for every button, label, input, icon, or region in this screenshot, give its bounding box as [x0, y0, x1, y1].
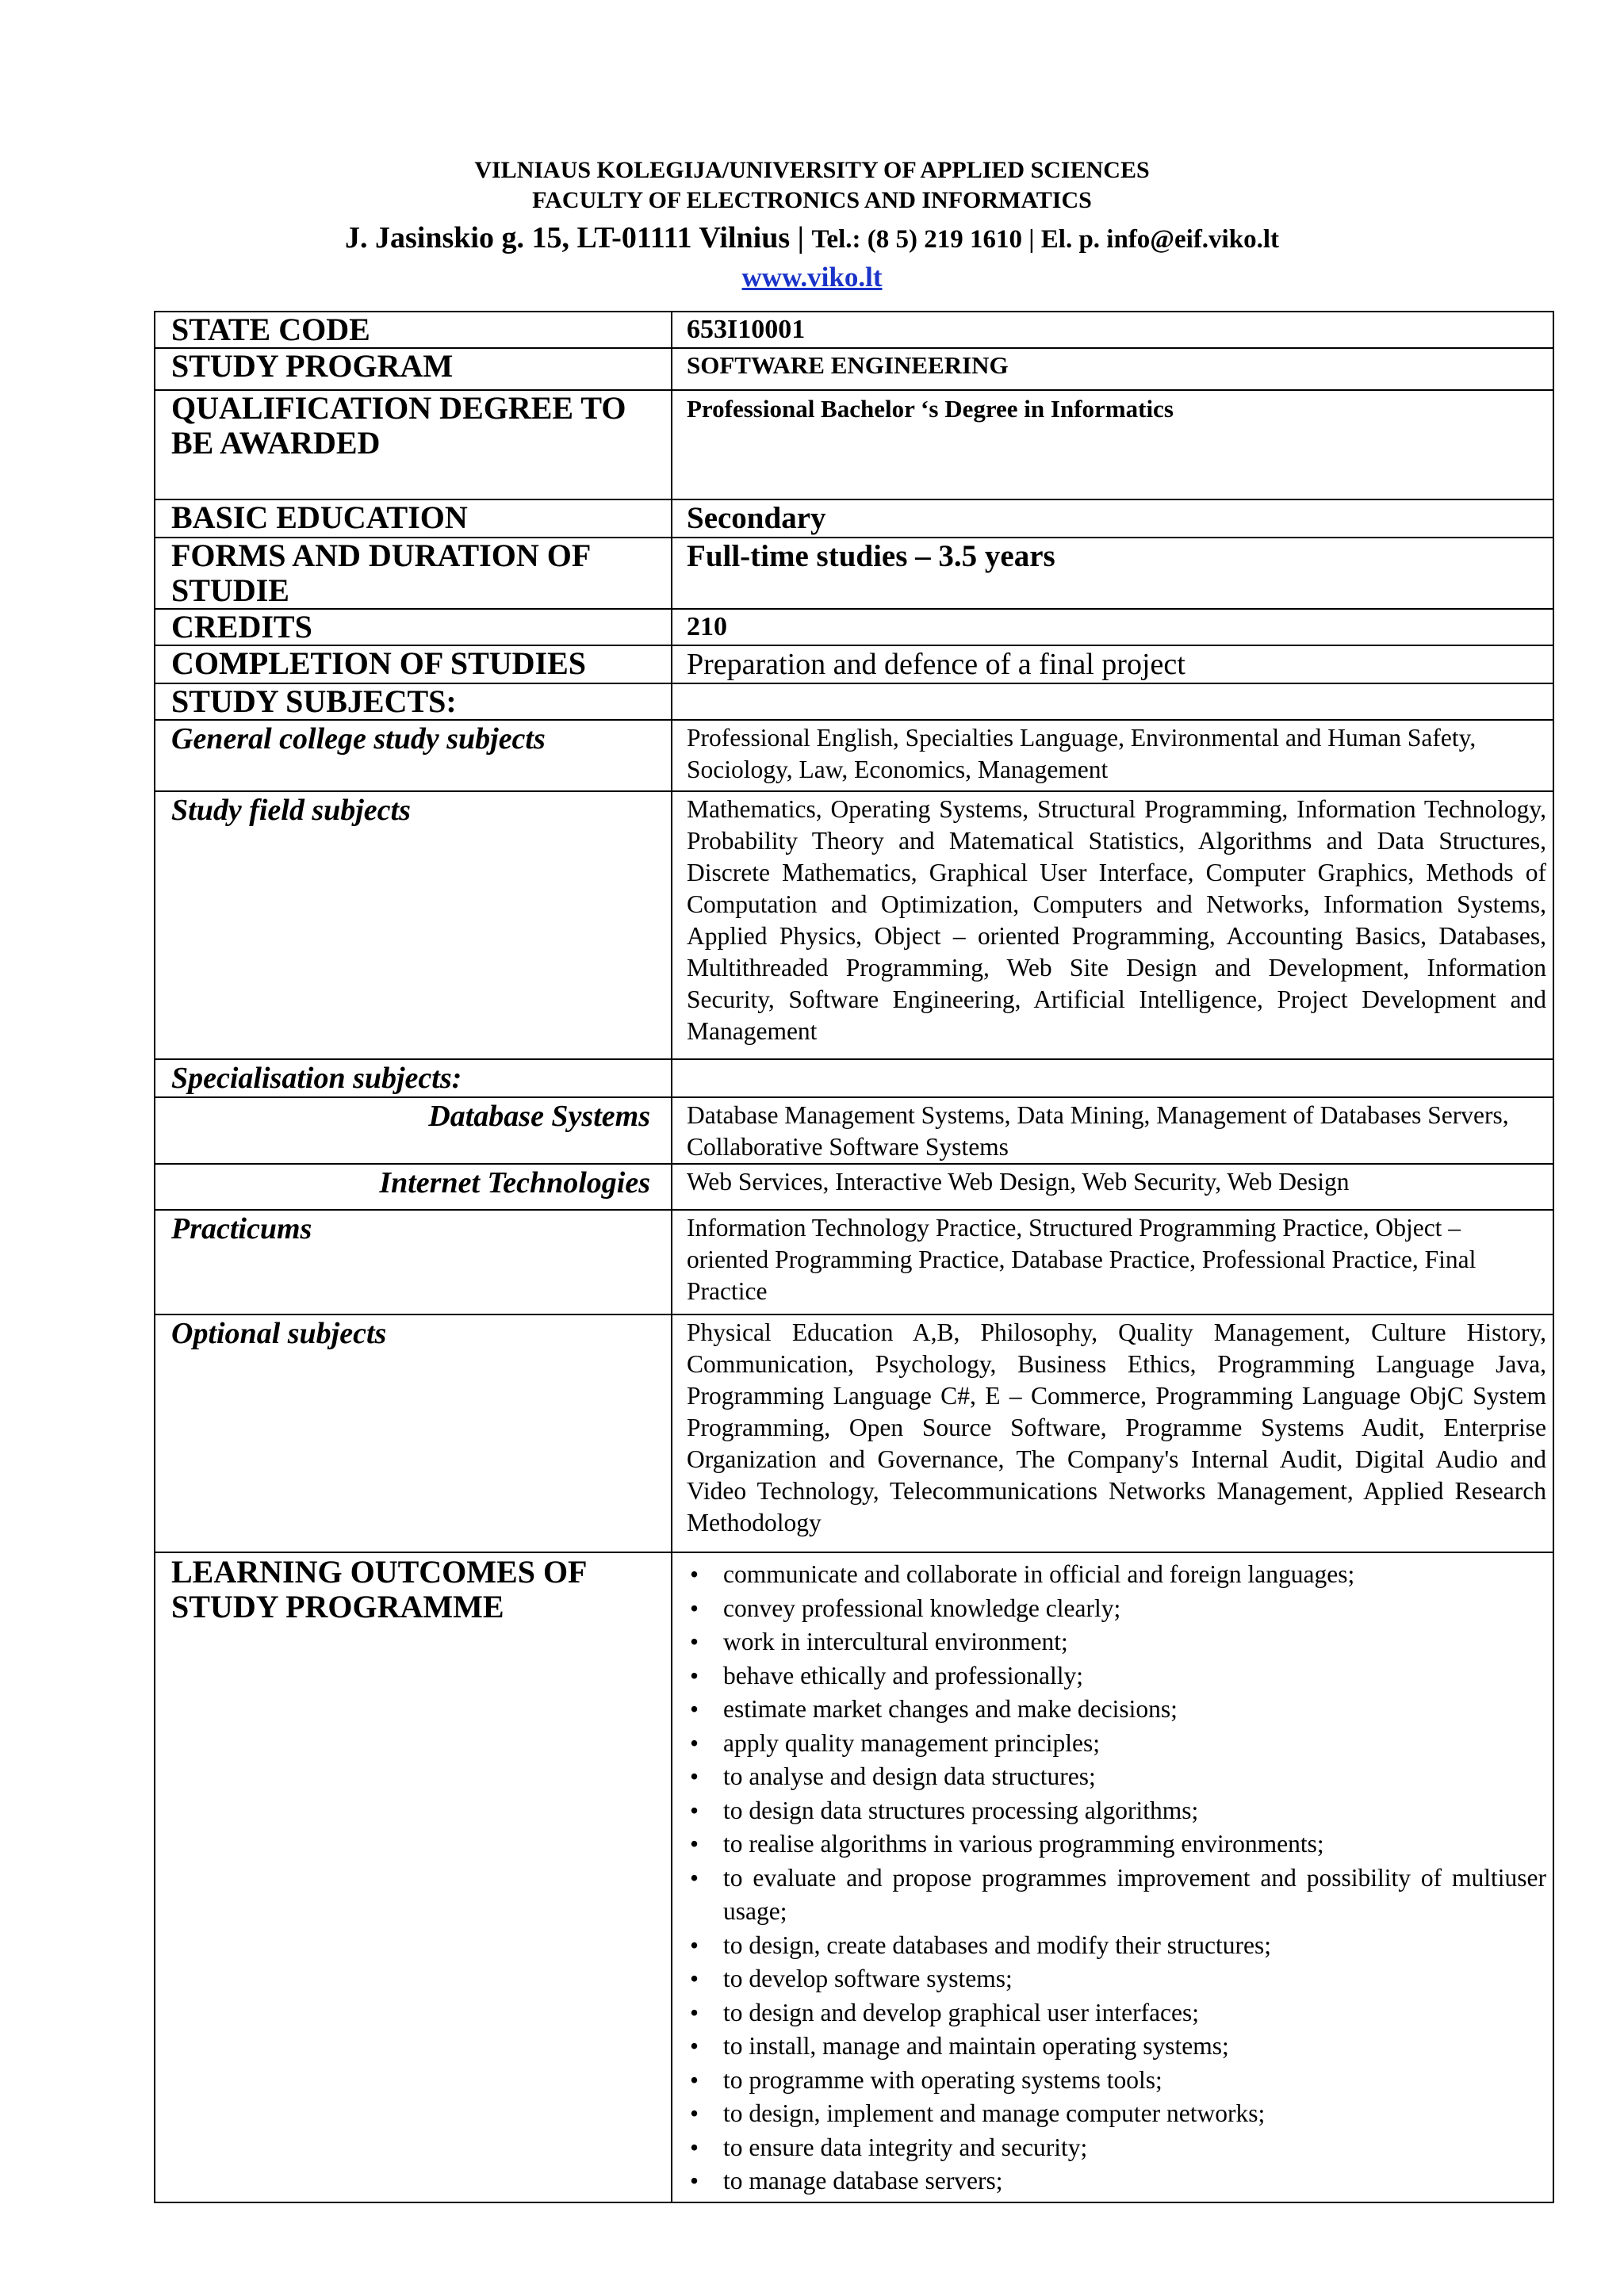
- learning-outcome-text: behave ethically and professionally;: [723, 1661, 1083, 1689]
- label-state-code: STATE CODE: [171, 312, 370, 347]
- row-database-systems: [155, 1097, 1553, 1164]
- document-header: [0, 155, 1624, 295]
- row-completion: [155, 645, 1553, 683]
- label-learning-outcomes: LEARNING OUTCOMES OF STUDY PROGRAMME: [171, 1554, 587, 1624]
- row-field-subjects: [155, 791, 1553, 1059]
- label-internet-technologies: Internet Technologies: [379, 1166, 650, 1200]
- learning-outcome-text: estimate market changes and make decisions;: [723, 1695, 1178, 1723]
- learning-outcome-item: [687, 1862, 1546, 1929]
- learning-outcome-text: work in intercultural environment;: [723, 1628, 1068, 1655]
- label-practicums: Practicums: [171, 1212, 312, 1246]
- learning-outcome-text: to evaluate and propose programmes improvement and possibility of multiuser usage;: [723, 1863, 1546, 1925]
- bullet-icon: •: [690, 1796, 699, 1824]
- faculty-name: FACULTY OF ELECTRONICS AND INFORMATICS: [532, 187, 1092, 213]
- value-credits: 210: [687, 612, 727, 641]
- learning-outcome-text: apply quality management principles;: [723, 1728, 1100, 1757]
- learning-outcome-item: [687, 1794, 1546, 1828]
- bullet-icon: •: [690, 1560, 699, 1588]
- institution-name: VILNIAUS KOLEGIJA/UNIVERSITY OF APPLIED SCIENCES: [474, 157, 1150, 183]
- learning-outcome-text: to develop software systems;: [723, 1965, 1013, 1992]
- learning-outcome-item: [687, 2097, 1546, 2131]
- bullet-icon: •: [690, 2065, 699, 2094]
- learning-outcome-text: to install, manage and maintain operating systems;: [723, 2032, 1229, 2060]
- row-internet-technologies: [155, 1164, 1553, 1210]
- value-completion: Preparation and defence of a final project: [687, 648, 1185, 681]
- row-practicums: [155, 1210, 1553, 1314]
- bullet-icon: •: [690, 1661, 699, 1689]
- row-general-subjects: [155, 720, 1553, 791]
- bullet-icon: •: [690, 2133, 699, 2161]
- bullet-icon: •: [690, 2167, 699, 2195]
- value-internet-technologies: Web Services, Interactive Web Design, Web Security, Web Design: [687, 1168, 1350, 1196]
- label-specialisation: Specialisation subjects:: [171, 1062, 462, 1095]
- row-learning-outcomes: [155, 1552, 1553, 2202]
- value-basic-education: Secondary: [687, 501, 826, 535]
- label-study-program: STUDY PROGRAM: [171, 348, 454, 384]
- row-qualification: [155, 390, 1553, 499]
- label-forms-duration: FORMS AND DURATION OF STUDIE: [171, 538, 590, 608]
- learning-outcome-text: to programme with operating systems tools;: [723, 2065, 1162, 2094]
- address-line: [0, 217, 1624, 260]
- learning-outcome-item: [687, 1827, 1546, 1862]
- website-link[interactable]: www.viko.lt: [741, 262, 883, 293]
- value-practicums: Information Technology Practice, Structured Programming Practice, Object – oriented Programming Practice, Database Practice, Professional Practice, Final Practice: [687, 1214, 1477, 1305]
- bullet-icon: •: [690, 1628, 699, 1655]
- bullet-icon: •: [690, 1728, 699, 1757]
- learning-outcome-text: to ensure data integrity and security;: [723, 2133, 1088, 2161]
- label-field-subjects: Study field subjects: [171, 794, 411, 827]
- learning-outcome-item: [687, 2064, 1546, 2098]
- row-specialisation: [155, 1059, 1553, 1097]
- bullet-icon: •: [690, 1863, 699, 1892]
- label-credits: CREDITS: [171, 609, 312, 645]
- label-study-subjects: STUDY SUBJECTS:: [171, 683, 457, 719]
- bullet-icon: •: [690, 1594, 699, 1622]
- learning-outcome-item: [687, 1727, 1546, 1761]
- label-optional-subjects: Optional subjects: [171, 1317, 387, 1350]
- contacts: Tel.: (8 5) 219 1610 | El. p. info@eif.viko.lt: [811, 225, 1279, 254]
- value-database-systems: Database Management Systems, Data Mining, Management of Databases Servers, Collaborative Software Systems: [687, 1101, 1509, 1161]
- bullet-icon: •: [690, 1762, 699, 1790]
- learning-outcome-item: [687, 1592, 1546, 1626]
- bullet-icon: •: [690, 1931, 699, 1959]
- value-state-code: 653I10001: [687, 315, 806, 344]
- learning-outcome-item: [687, 1693, 1546, 1727]
- learning-outcome-item: [687, 1929, 1546, 1963]
- learning-outcome-item: [687, 1625, 1546, 1659]
- bullet-icon: •: [690, 1965, 699, 1992]
- learning-outcome-text: to analyse and design data structures;: [723, 1762, 1096, 1790]
- row-basic-education: [155, 499, 1553, 538]
- learning-outcome-text: to design data structures processing algorithms;: [723, 1796, 1199, 1824]
- label-general-subjects: General college study subjects: [171, 722, 546, 756]
- learning-outcome-text: convey professional knowledge clearly;: [723, 1594, 1121, 1622]
- row-study-subjects: [155, 683, 1553, 720]
- value-study-subjects-empty: [672, 683, 1553, 720]
- row-credits: [155, 609, 1553, 645]
- value-qualification: Professional Bachelor ‘s Degree in Informatics: [687, 395, 1174, 423]
- study-program-table: [154, 311, 1554, 2203]
- address: J. Jasinskio g. 15, LT-01111 Vilnius |: [345, 221, 812, 254]
- learning-outcome-item: [687, 1760, 1546, 1794]
- value-optional-subjects: Physical Education A,B, Philosophy, Quality Management, Culture History, Communication, Psychology, Business Ethics, Programming Language Java, Programming Language C#, E – Commerce, Programming Language ObjC System Programming, Open Source Software, Programme Systems Audit, Enterprise Organization and Governance, The Company's Internal Audit, Digital Audio and Video Technology, Telecommunications Networks Management, Applied Research Methodology: [687, 1318, 1546, 1536]
- learning-outcome-text: to manage database servers;: [723, 2167, 1003, 2195]
- bullet-icon: •: [690, 2099, 699, 2127]
- learning-outcome-item: [687, 2030, 1546, 2064]
- bullet-icon: •: [690, 1998, 699, 2026]
- row-study-program: [155, 348, 1553, 390]
- bullet-icon: •: [690, 1695, 699, 1723]
- learning-outcome-item: [687, 2164, 1546, 2198]
- value-study-program: SOFTWARE ENGINEERING: [687, 351, 1009, 379]
- value-general-subjects: Professional English, Specialties Language, Environmental and Human Safety, Sociology, Law, Economics, Management: [687, 724, 1477, 783]
- learning-outcome-item: [687, 1962, 1546, 1996]
- label-basic-education: BASIC EDUCATION: [171, 499, 468, 535]
- learning-outcome-item: [687, 2131, 1546, 2165]
- value-specialisation-empty: [672, 1059, 1553, 1097]
- learning-outcomes-list: [672, 1553, 1553, 2202]
- row-optional-subjects: [155, 1314, 1553, 1552]
- value-field-subjects: Mathematics, Operating Systems, Structural Programming, Information Technology, Probability Theory and Matematical Statistics, Algorithms and Data Structures, Discrete Mathematics, Graphical User Interface, Computer Graphics, Methods of Computation and Optimization, Computers and Networks, Information Systems, Applied Physics, Object – oriented Programming, Accounting Basics, Databases, Multithreaded Programming, Web Site Design and Development, Information Security, Software Engineering, Artificial Intelligence, Project Development and Management: [687, 795, 1546, 1045]
- label-completion: COMPLETION OF STUDIES: [171, 645, 587, 681]
- value-forms-duration: Full-time studies – 3.5 years: [687, 539, 1055, 573]
- learning-outcome-text: communicate and collaborate in official and foreign languages;: [723, 1560, 1355, 1588]
- label-database-systems: Database Systems: [428, 1100, 650, 1133]
- bullet-icon: •: [690, 1830, 699, 1858]
- learning-outcome-text: to design and develop graphical user interfaces;: [723, 1998, 1200, 2026]
- learning-outcome-text: to design, create databases and modify their structures;: [723, 1931, 1272, 1959]
- row-forms-duration: [155, 538, 1553, 609]
- learning-outcome-text: to realise algorithms in various programming environments;: [723, 1830, 1324, 1858]
- label-qualification: QUALIFICATION DEGREE TO BE AWARDED: [171, 390, 626, 461]
- learning-outcome-text: to design, implement and manage computer networks;: [723, 2099, 1266, 2127]
- learning-outcome-item: [687, 1996, 1546, 2030]
- learning-outcome-item: [687, 1558, 1546, 1592]
- bullet-icon: •: [690, 2032, 699, 2060]
- row-state-code: [155, 312, 1553, 348]
- learning-outcome-item: [687, 1659, 1546, 1693]
